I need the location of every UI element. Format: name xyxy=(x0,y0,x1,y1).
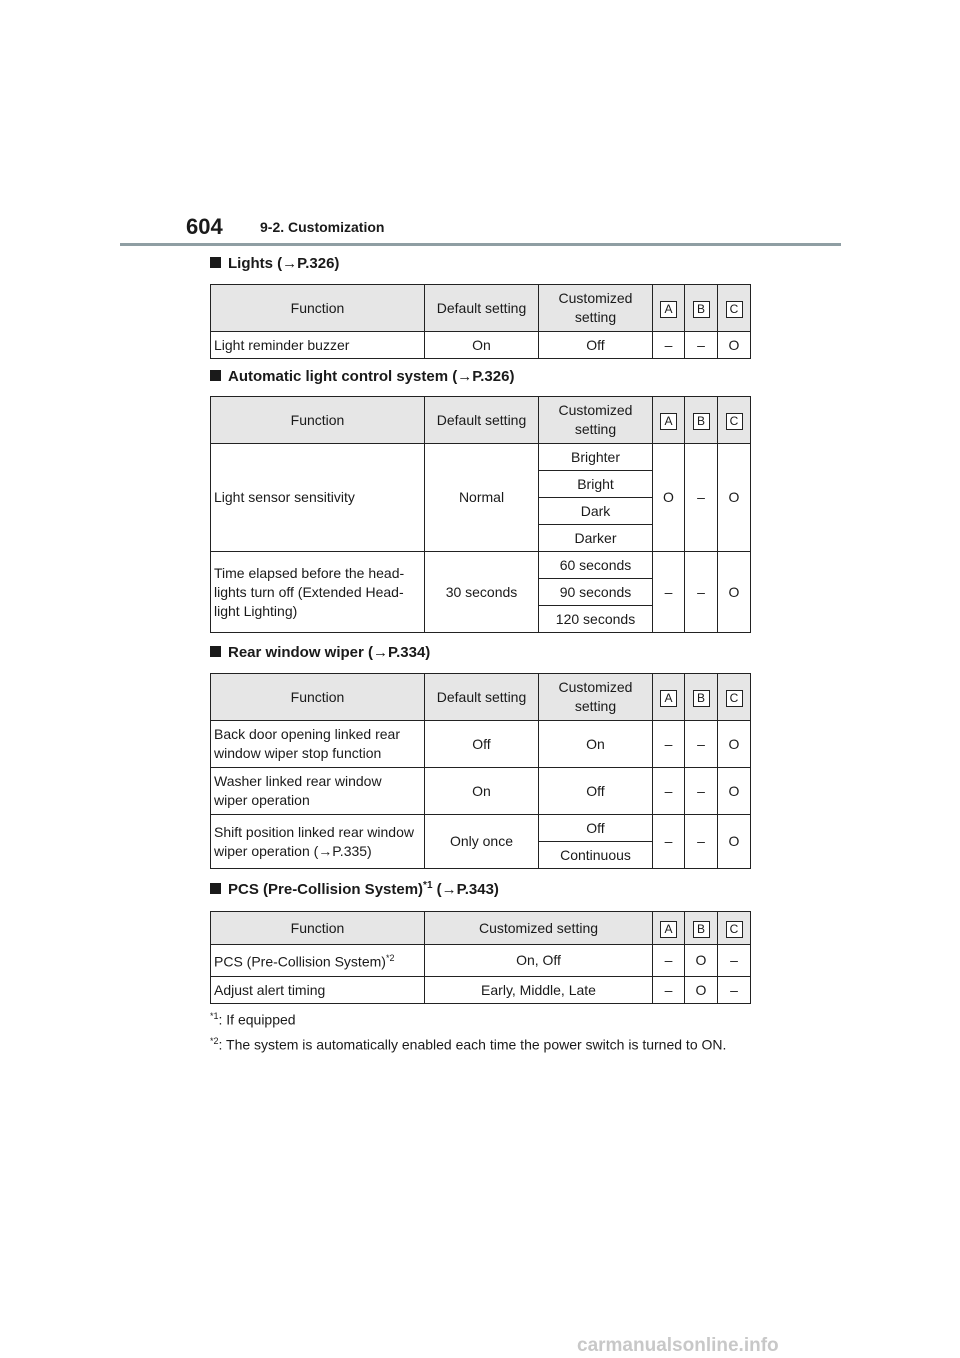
custom-cell: On xyxy=(539,721,653,768)
option-cell: Continuous xyxy=(539,842,653,869)
header-customized: Customized setting xyxy=(539,397,653,444)
column-c-badge: C xyxy=(726,301,743,318)
option-cell: 60 seconds xyxy=(539,552,653,579)
section-heading-rear-wiper: Rear window wiper (→P.334) xyxy=(210,644,430,661)
option-cell: 90 seconds xyxy=(539,579,653,606)
function-cell: Back door opening linked rear window wiper stop function xyxy=(211,721,425,768)
footnote-1: $^{*1}$: If equipped xyxy=(210,1011,296,1028)
custom-cell: On, Off xyxy=(425,945,653,977)
table-row xyxy=(211,768,751,815)
column-b-badge: B xyxy=(693,921,710,938)
b-cell: – xyxy=(685,768,718,815)
bullet-square-icon xyxy=(210,370,221,381)
header-default: Default setting xyxy=(425,285,539,332)
custom-cell: Off xyxy=(539,768,653,815)
b-cell: O xyxy=(685,945,718,977)
function-cell: Light sensor sensitivity xyxy=(211,444,425,552)
header-function: Function xyxy=(211,397,425,444)
header-customized: Customized setting xyxy=(539,674,653,721)
column-b-badge: B xyxy=(693,301,710,318)
a-cell: – xyxy=(653,721,685,768)
header-rule xyxy=(120,243,841,246)
header-function: Function xyxy=(211,285,425,332)
header-function: Function xyxy=(211,912,425,945)
table-header-row xyxy=(211,674,751,721)
c-cell: O xyxy=(718,552,751,633)
table-row xyxy=(211,815,751,842)
c-cell: O xyxy=(718,444,751,552)
function-cell: Washer linked rear window wiper operation xyxy=(211,768,425,815)
c-cell: O xyxy=(718,721,751,768)
option-cell: Darker xyxy=(539,525,653,552)
column-b-badge: B xyxy=(693,413,710,430)
header-customized: Customized setting xyxy=(539,285,653,332)
section-heading-pcs: PCS (Pre-Collision System)$^{*1}$ (→P.343) xyxy=(210,880,499,898)
option-cell: Dark xyxy=(539,498,653,525)
option-cell: 120 seconds xyxy=(539,606,653,633)
default-cell: On xyxy=(425,332,539,359)
column-c-badge: C xyxy=(726,921,743,938)
footnote-2: $^{*2}$: The system is automatically enabled each time the power switch is turned to ON. xyxy=(210,1036,727,1053)
b-cell: – xyxy=(685,444,718,552)
a-cell: – xyxy=(653,815,685,869)
header-default: Default setting xyxy=(425,674,539,721)
table-row xyxy=(211,977,751,1004)
a-cell: – xyxy=(653,332,685,359)
table-auto-light xyxy=(210,396,751,633)
table-row xyxy=(211,945,751,977)
option-cell: Brighter xyxy=(539,444,653,471)
header-function: Function xyxy=(211,674,425,721)
bullet-square-icon xyxy=(210,257,221,268)
c-cell: – xyxy=(718,945,751,977)
b-cell: O xyxy=(685,977,718,1004)
table-row xyxy=(211,552,751,579)
table-rear-wiper xyxy=(210,673,751,869)
column-a-badge: A xyxy=(660,413,677,430)
a-cell: – xyxy=(653,768,685,815)
column-a-badge: A xyxy=(660,921,677,938)
table-header-row xyxy=(211,912,751,945)
function-cell: PCS (Pre-Collision System)$^{*2}$ xyxy=(211,945,425,977)
function-cell: Adjust alert timing xyxy=(211,977,425,1004)
header-default: Default setting xyxy=(425,397,539,444)
bullet-square-icon xyxy=(210,646,221,657)
a-cell: – xyxy=(653,945,685,977)
c-cell: O xyxy=(718,815,751,869)
function-cell: Light reminder buzzer xyxy=(211,332,425,359)
custom-cell: Early, Middle, Late xyxy=(425,977,653,1004)
b-cell: – xyxy=(685,332,718,359)
function-cell: Shift position linked rear window wiper operation (→P.335) xyxy=(211,815,425,869)
default-cell: On xyxy=(425,768,539,815)
option-cell: Off xyxy=(539,815,653,842)
page-number: 604 xyxy=(186,214,223,239)
section-heading-auto-light: Automatic light control system (→P.326) xyxy=(210,368,514,385)
table-header-row xyxy=(211,285,751,332)
watermark-text: carmanualsonline.info xyxy=(577,1335,779,1356)
column-c-badge: C xyxy=(726,413,743,430)
chapter-title: 9-2. Customization xyxy=(260,219,385,235)
table-row xyxy=(211,721,751,768)
table-pcs xyxy=(210,911,751,1004)
table-row xyxy=(211,444,751,471)
column-a-badge: A xyxy=(660,301,677,318)
a-cell: – xyxy=(653,552,685,633)
table-lights xyxy=(210,284,751,359)
column-c-badge: C xyxy=(726,690,743,707)
section-heading-lights: Lights (→P.326) xyxy=(210,255,339,272)
table-row xyxy=(211,332,751,359)
default-cell: Only once xyxy=(425,815,539,869)
a-cell: – xyxy=(653,977,685,1004)
option-cell: Bright xyxy=(539,471,653,498)
b-cell: – xyxy=(685,721,718,768)
c-cell: O xyxy=(718,332,751,359)
header-customized: Customized setting xyxy=(425,912,653,945)
default-cell: Off xyxy=(425,721,539,768)
default-cell: 30 seconds xyxy=(425,552,539,633)
b-cell: – xyxy=(685,552,718,633)
default-cell: Normal xyxy=(425,444,539,552)
function-cell: Time elapsed before the head- lights turn off (Extended Head- light Lighting) xyxy=(211,552,425,633)
b-cell: – xyxy=(685,815,718,869)
custom-cell: Off xyxy=(539,332,653,359)
c-cell: – xyxy=(718,977,751,1004)
a-cell: O xyxy=(653,444,685,552)
c-cell: O xyxy=(718,768,751,815)
bullet-square-icon xyxy=(210,883,221,894)
table-header-row xyxy=(211,397,751,444)
column-b-badge: B xyxy=(693,690,710,707)
column-a-badge: A xyxy=(660,690,677,707)
